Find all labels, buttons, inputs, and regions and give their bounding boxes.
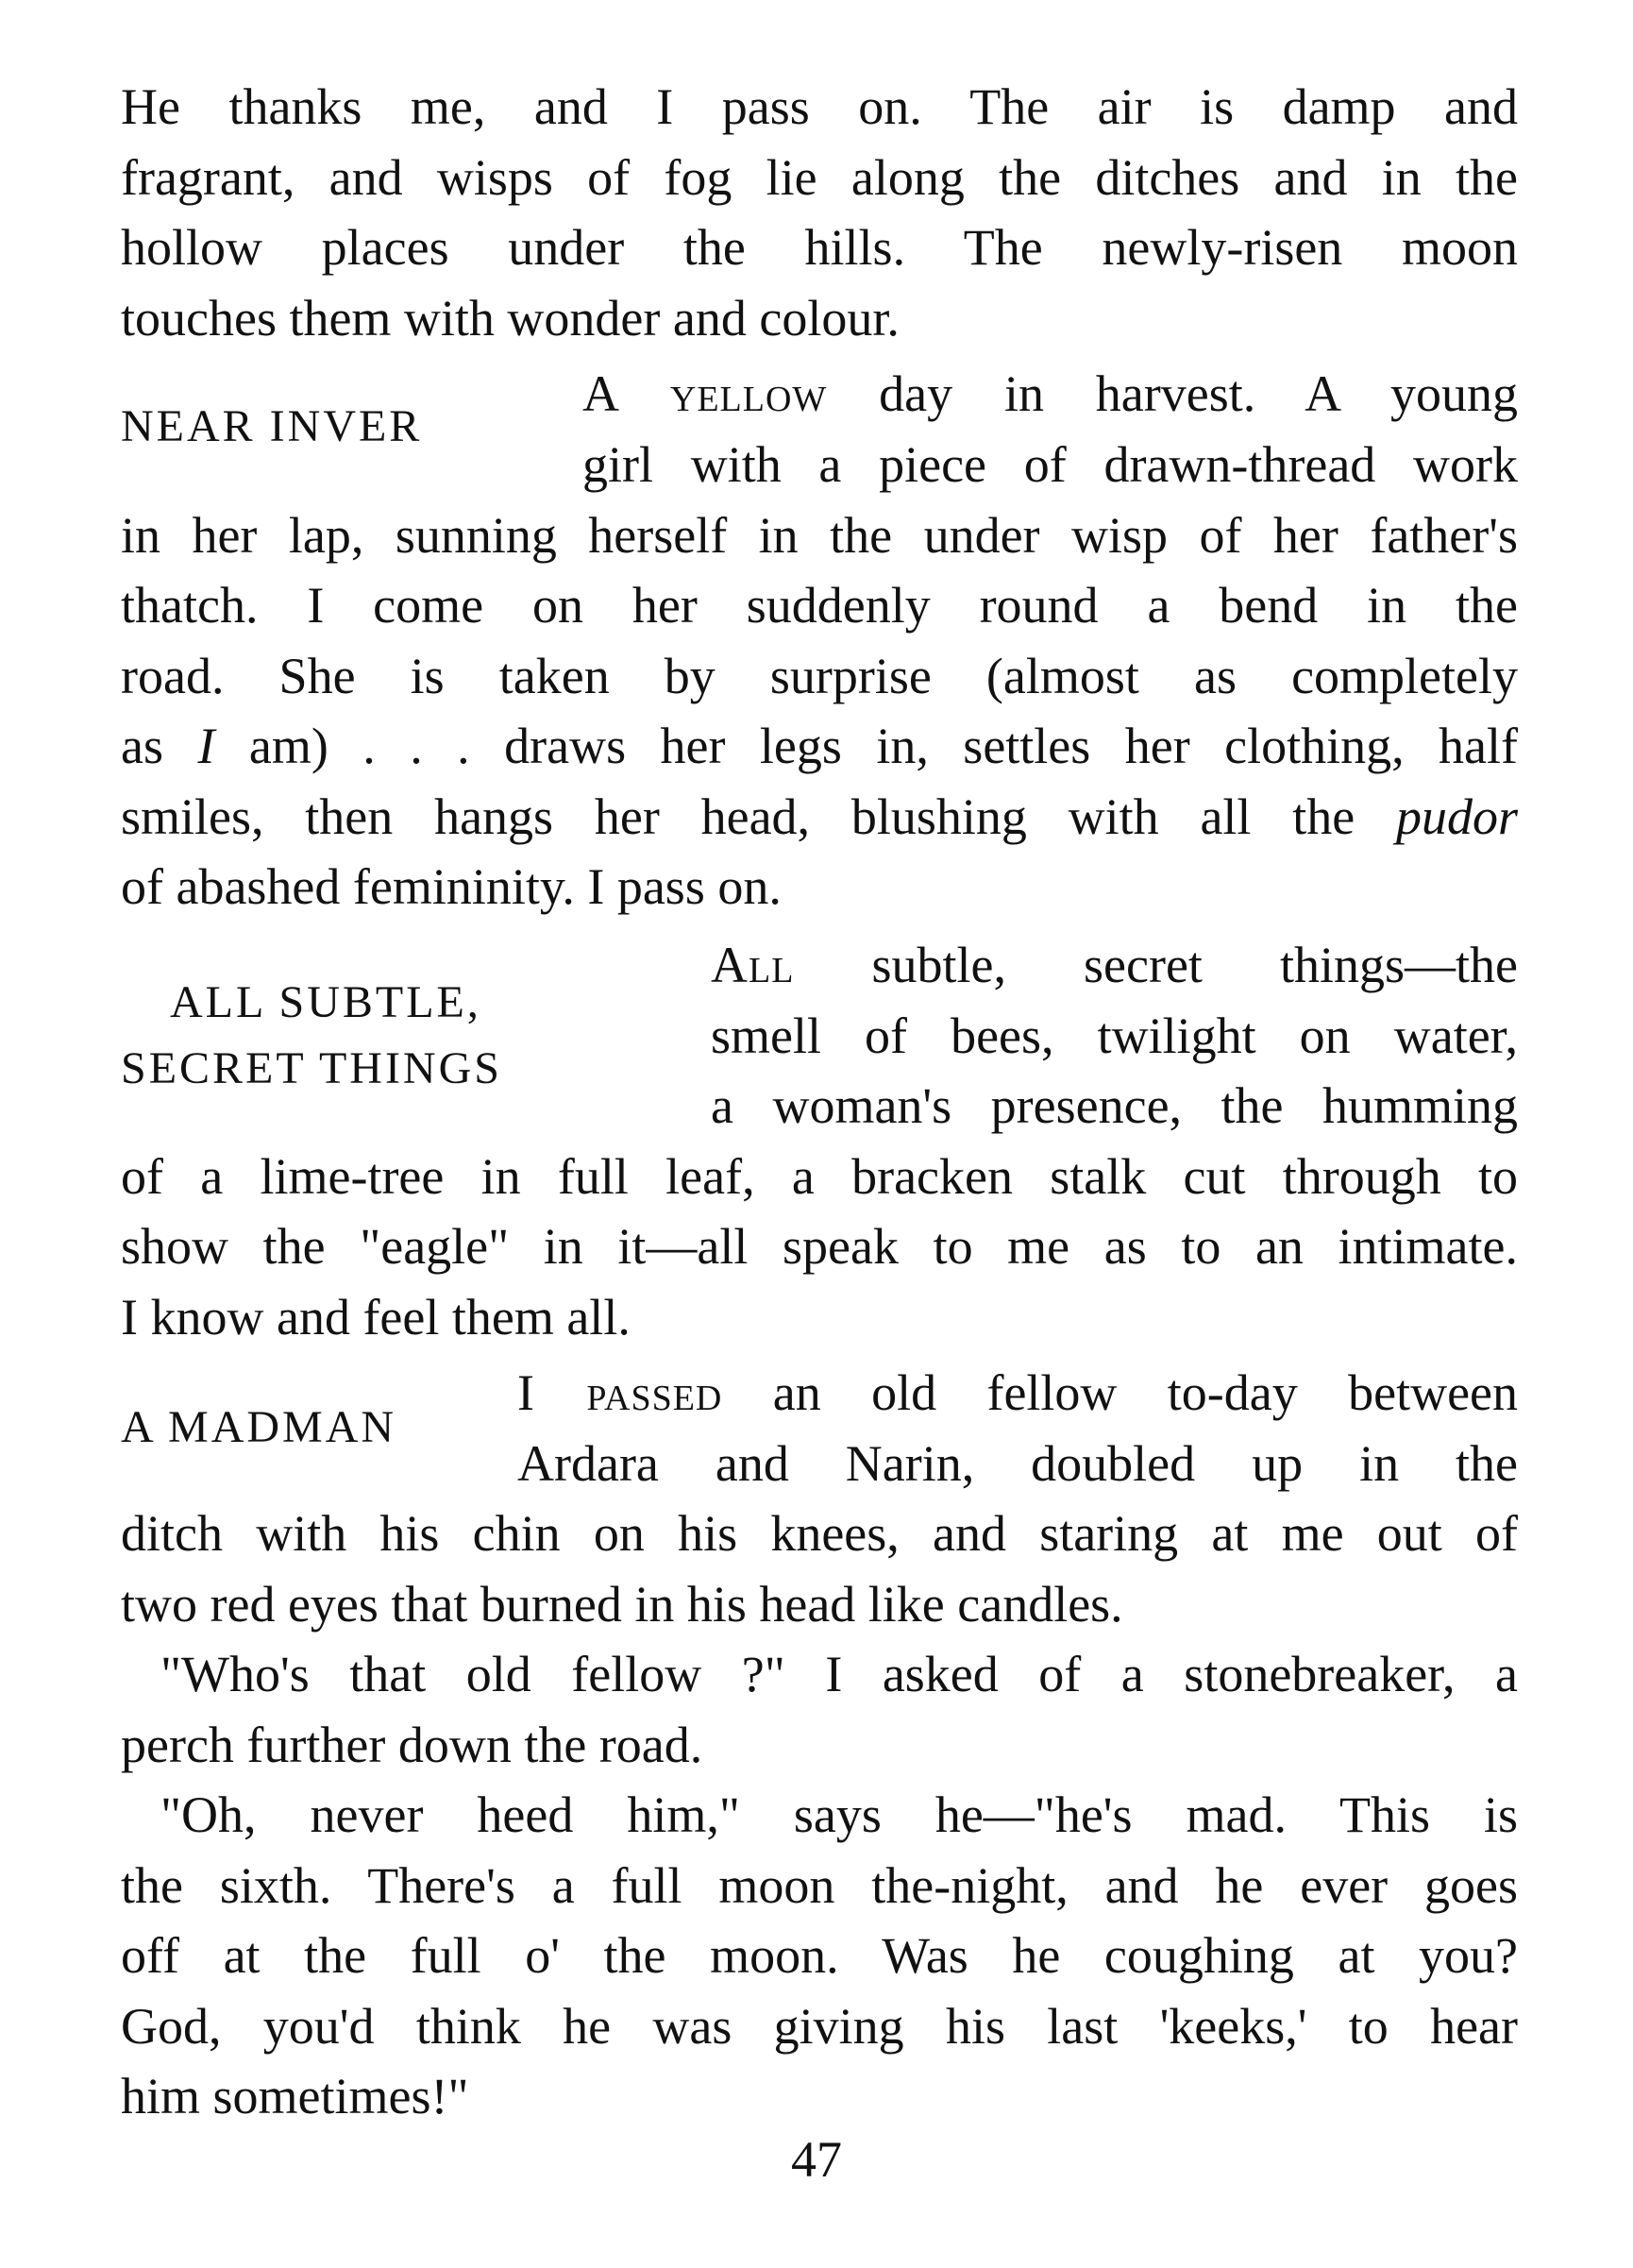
lead-in: I passed [517, 1364, 723, 1421]
paragraph-line: hollow places under the hills. The newly-risen moon [121, 219, 1518, 276]
paragraph-line: ditch with his chin on his knees, and staring at me out of [121, 1505, 1518, 1562]
paragraph-line: "Who's that old fellow ?" I asked of a stonebreaker, a [160, 1646, 1518, 1702]
page-number: 47 [791, 2131, 842, 2188]
paragraph-line: show the "eagle" in it—all speak to me as to an intimate. [121, 1218, 1518, 1275]
section-heading: A MADMAN [121, 1402, 397, 1452]
paragraph-line: off at the full o' the moon. Was he coughing at you? [121, 1927, 1518, 1984]
paragraph-line: I know and feel them all. [121, 1289, 631, 1346]
section-heading: SECRET THINGS [121, 1043, 502, 1093]
paragraph-line: him sometimes!" [121, 2068, 469, 2124]
lead-in: A yellow [582, 365, 828, 422]
paragraph-line: road. She is taken by surprise (almost as completely [121, 648, 1518, 704]
paragraph-line: touches them with wonder and colour. [121, 290, 900, 347]
paragraph-line: of a lime-tree in full leaf, a bracken stalk cut through to [121, 1148, 1518, 1205]
paragraph-line: A yellow day in harvest. A young [582, 365, 1518, 422]
paragraph-line: a woman's presence, the humming [711, 1077, 1518, 1134]
lead-in: All [711, 937, 795, 993]
paragraph-line: in her lap, sunning herself in the under wisp of her father's [121, 507, 1518, 564]
paragraph-line: He thanks me, and I pass on. The air is damp and [121, 78, 1518, 135]
paragraph-line: thatch. I come on her suddenly round a bend in the [121, 577, 1518, 634]
section-heading: ALL SUBTLE, [170, 977, 481, 1027]
paragraph-line: two red eyes that burned in his head like candles. [121, 1576, 1123, 1633]
paragraph-line: the sixth. There's a full moon the-night, and he ever goes [121, 1857, 1518, 1914]
paragraph-line: of abashed femininity. I pass on. [121, 858, 782, 915]
paragraph-line: smiles, then hangs her head, blushing with all the pudor [121, 788, 1518, 845]
paragraph-line: "Oh, never heed him," says he—"he's mad. This is [160, 1786, 1518, 1843]
paragraph-line: as I am) . . . draws her legs in, settles her clothing, half [121, 718, 1519, 774]
paragraph-line: All subtle, secret things—the [711, 937, 1518, 993]
paragraph-line: perch further down the road. [121, 1717, 703, 1773]
section-heading: NEAR INVER [121, 401, 423, 451]
paragraph-line: girl with a piece of drawn-thread work [582, 436, 1518, 493]
paragraph-line: Ardara and Narin, doubled up in the [517, 1435, 1518, 1492]
paragraph-line: I passed an old fellow to-day between [517, 1364, 1519, 1421]
paragraph-line: smell of bees, twilight on water, [711, 1007, 1518, 1064]
paragraph-line: God, you'd think he was giving his last 'keeks,' to hear [121, 1998, 1518, 2055]
paragraph-line: fragrant, and wisps of fog lie along the ditches and in the [121, 149, 1518, 206]
